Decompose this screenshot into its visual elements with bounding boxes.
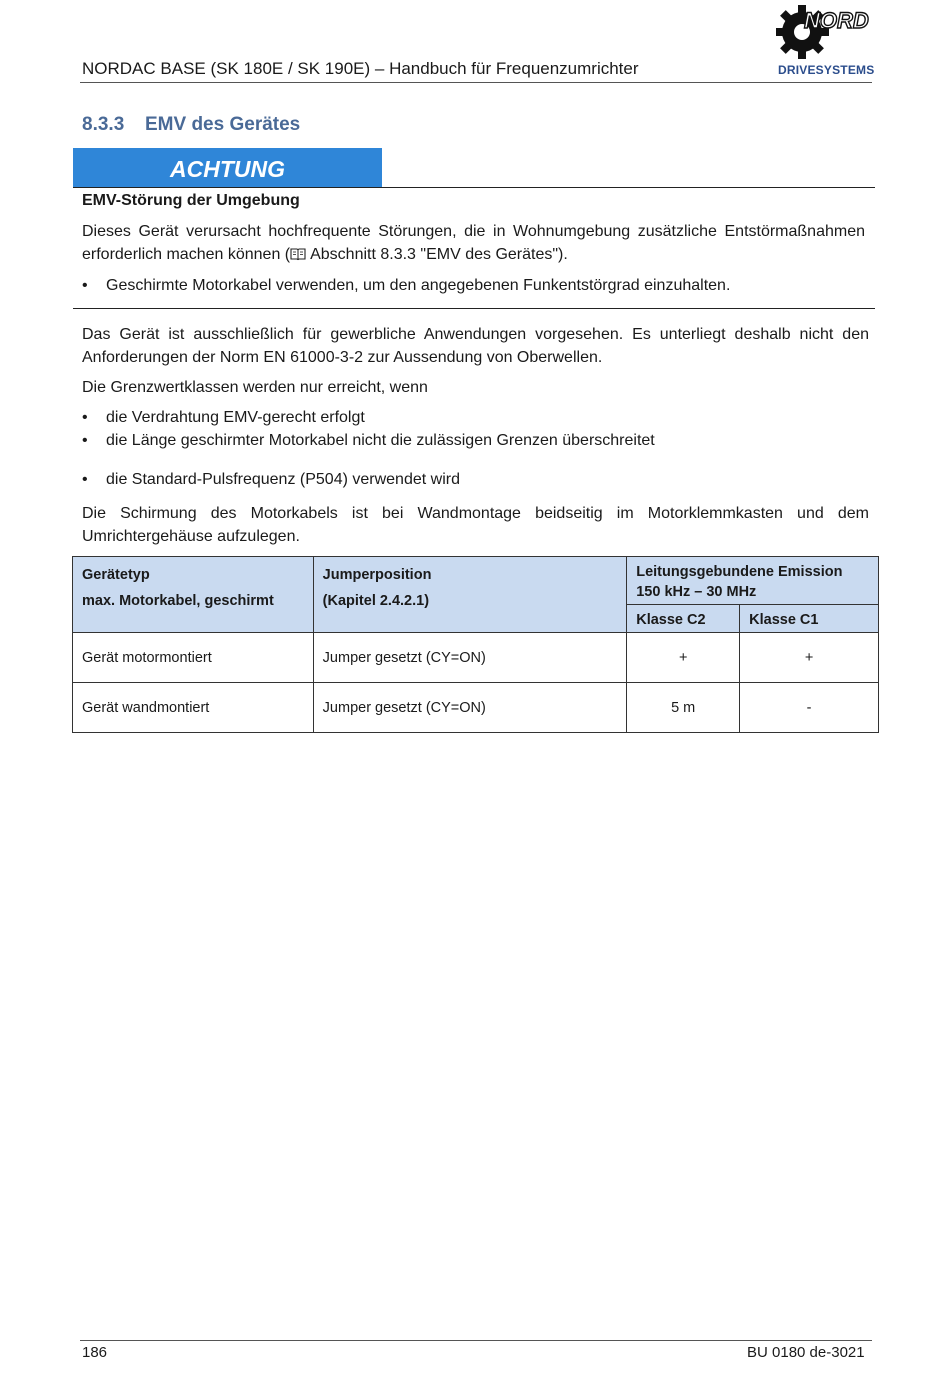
table-row [73,633,879,683]
cell-class-c1: + [740,633,879,683]
warning-reference-link[interactable]: Abschnitt 8.3.3 "EMV des Gerätes"). [310,246,568,263]
cell-device-type: Gerät wandmontiert [73,683,314,733]
cell-jumper: Jumper gesetzt (CY=ON) [313,683,627,733]
bullet-icon: • [82,277,88,294]
cell-class-c1: - [740,683,879,733]
header-class-c1: Klasse C1 [740,605,879,633]
section-heading [82,114,300,136]
warning-bottom-rule [73,308,875,309]
list-item-text: die Standard-Pulsfrequenz (P504) verwendet wird [106,471,460,488]
warning-bullet [82,274,872,297]
paragraph-shielding: Die Schirmung des Motorkabels ist bei Wandmontage beidseitig im Motorklemmkasten und dem Umrichtergehäuse aufzulegen. [82,505,869,545]
table-header-row [73,557,879,605]
cell-device-type: Gerät motormontiert [73,633,314,683]
warning-heading: EMV-Störung der Umgebung [82,192,300,209]
header-jumper-label: Jumperposition [322,567,432,583]
list-item-text: die Länge geschirmter Motorkabel nicht die zulässigen Grenzen überschreitet [106,432,655,449]
logo-subtext: DRIVESYSTEMS [778,63,875,77]
section-number: 8.3.3 [82,114,125,135]
table-row [73,683,879,733]
list-item [82,429,872,452]
header-jumper-chapter: (Kapitel 2.4.2.1) [322,593,430,609]
book-icon [290,247,306,261]
header-max-cable-label: max. Motorkabel, geschirmt [82,593,274,609]
header-emission-label: Leitungsgebundene Emission [636,564,843,580]
list-item [82,468,872,491]
header-device-type-label: Gerätetyp [82,567,150,583]
warning-label: ACHTUNG [170,156,285,182]
warning-label-box [73,148,382,188]
section-title: EMV des Gerätes [145,114,301,135]
warning-body-text: Dieses Gerät verursacht hochfrequente Störungen, die in Wohnumgebung zusätzliche Entstörmaßnahmen erforderlich machen können ( [82,223,865,263]
cell-class-c2: + [627,633,740,683]
cell-jumper: Jumper gesetzt (CY=ON) [313,633,627,683]
emv-table [72,556,879,733]
logo-wordmark: NORD [804,8,869,33]
header-emission-range: 150 kHz – 30 MHz [636,584,757,600]
bullet-icon: • [82,409,88,426]
header-emission [627,557,879,605]
page-number: 186 [82,1344,108,1361]
paragraph-usage: Das Gerät ist ausschließlich für gewerbliche Anwendungen vorgesehen. Es unterliegt deshalb nicht den Anforderungen der Norm EN 61000-3-2 zur Aussendung von Oberwellen. [82,326,869,366]
header-jumper [313,557,627,633]
header-device-type [73,557,314,633]
document-id: BU 0180 de-3021 [747,1344,865,1361]
warning-top-rule [73,187,875,188]
warning-body [82,220,865,266]
list-item-text: die Verdrahtung EMV-gerecht erfolgt [106,409,365,426]
footer-divider [80,1340,872,1341]
warning-bullet-text: Geschirmte Motorkabel verwenden, um den angegebenen Funkentstörgrad einzuhalten. [106,277,731,294]
bullet-icon: • [82,432,88,449]
header-divider [80,82,872,83]
paragraph-limits: Die Grenzwertklassen werden nur erreicht, wenn [82,379,428,396]
document-title: NORDAC BASE (SK 180E / SK 190E) – Handbuch für Frequenzumrichter [82,59,639,78]
header-class-c2: Klasse C2 [627,605,740,633]
cell-class-c2: 5 m [627,683,740,733]
bullet-icon: • [82,471,88,488]
list-item [82,406,872,429]
